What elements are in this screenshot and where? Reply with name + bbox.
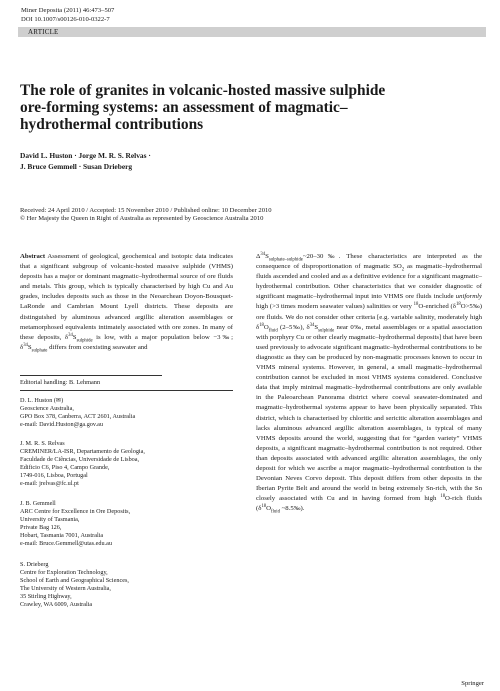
- affiliation-line: 1749-016, Lisboa, Portugal: [20, 471, 88, 479]
- affiliation-line: 35 Stirling Highway,: [20, 592, 72, 600]
- abstract-text: O: [266, 505, 272, 513]
- isotope-subscript: sulphate: [31, 348, 48, 354]
- author-list: [20, 151, 320, 172]
- abstract-text: high (>3 times modern seawater values) salinities or very: [256, 303, 414, 311]
- formula-subscript: 2: [401, 267, 405, 273]
- abstract-left-column: [20, 252, 233, 353]
- affiliation-line: Faculdade de Ciências, Universidade de Lisboa,: [20, 455, 140, 463]
- affiliation-line: D. L. Huston (✉): [20, 397, 64, 404]
- editorial-handling: Editorial handling: B. Lehmann: [20, 379, 101, 386]
- abstract-text: O>5‰) ore fluids. We do not consider other criteria [e.g. variable salinity, moderately high δ: [256, 303, 482, 331]
- isotope-mass: 18: [413, 302, 419, 308]
- affiliation-line: Edificio C6, Piso 4, Campo Grande,: [20, 463, 110, 471]
- abstract-text: O-enriched (δ: [418, 303, 456, 311]
- authors-line-2: J. Bruce Gemmell · Susan Drieberg: [20, 161, 133, 171]
- journal-doi[interactable]: DOI 10.1007/s00126-010-0322-7: [21, 15, 110, 23]
- isotope-mass: 34: [309, 322, 315, 328]
- affiliation-line: Hobart, Tasmania 7001, Australia: [20, 531, 104, 539]
- affiliation-line: J. B. Gemmell: [20, 500, 56, 507]
- affiliation-line: Crawley, WA 6009, Australia: [20, 600, 93, 608]
- affiliation-line: CREMINER/LA-ISR, Departamento de Geologia,: [20, 447, 145, 455]
- abstract-text: S: [72, 333, 77, 341]
- abstract-text: (2–5‰), δ: [277, 323, 310, 331]
- abstract-text: Δ: [256, 253, 261, 260]
- affiliation-huston: [20, 397, 235, 429]
- abstract-text: ~8.5‰).: [279, 505, 305, 513]
- isotope-subscript: fluid: [268, 328, 278, 333]
- copyright-line: © Her Majesty the Queen in Right of Australia as represented by Geoscience Australia 2010: [20, 215, 264, 223]
- isotope-mass: 18: [261, 504, 267, 510]
- affiliation-line: Private Bag 126,: [20, 523, 62, 531]
- abstract-text: O: [263, 323, 269, 331]
- isotope-mass: 34: [68, 332, 73, 338]
- affiliation-line: ARC Centre for Excellence in Ore Deposits,: [20, 507, 131, 515]
- isotope-subscript: fluid: [271, 509, 280, 515]
- isotope-subscript: sulphide: [76, 338, 93, 344]
- abstract-text: near 0‰, metal assemblages or a spatial association with porphyry Cu or other clearly magmatic–hydrothermal deposits] that have been used previously to advocate significant magmatic–hydrothermal contributions to be diagnostic as they can be produced by non-magmatic processes known to occur in VHMS mineral systems. However, in general, a small magmatic–hydrothermal contribution cannot be excluded in most VHMS systems considered. Conclusive data that imply minimal magmatic–hydrothermal contributions are only available in the Paleoarchean Panorama district where coeval seawater-dominated and magmatic–hydrothermal systems appear to have been physically separated. This district, which is characterised by chloritic and sericitic alteration assemblages and lacks aluminous advanced argillic alteration assemblages, is typical of many VHMS deposits around the world, suggesting that for “garden variety” VHMS deposits, a significant magmatic–hydrothermal contribution is not required. Other than deposits associated with advanced argillic alteration assemblages, the only deposit for which we ascribe a major magmatic–hydrothermal contribution is the Devonian Neves Corvo deposit. This deposit differs from other deposits in the Iberian Pyrite Belt and around the world in being extremely Sn-rich, with the Sn closely associated with Cu and in having formed from high: [256, 323, 482, 503]
- publisher-mark: Springer: [461, 680, 484, 687]
- isotope-mass: 18: [259, 322, 264, 328]
- affiliation-line: GPO Box 378, Canberra, ACT 2601, Australia: [20, 412, 136, 420]
- abstract-text: is low, with a major population below −3‰; δ: [20, 333, 233, 351]
- abstract-text: differs from coexisting seawater and: [47, 343, 148, 351]
- journal-header: [21, 7, 114, 24]
- affiliation-line: S. Drieberg: [20, 561, 49, 568]
- affiliation-email[interactable]: e-mail: Bruce.Gemmell@utas.edu.au: [20, 539, 112, 547]
- divider: [20, 390, 233, 391]
- abstract-text: as magmatic–hydrothermal fluids ascended and cooled and as a definitive evidence for a significant magmatic–hydrothermal contribution. Other characteristics that we consider diagnostic of significant magmatic–hydrothermal input into VHMS ore fluids include: [256, 263, 483, 301]
- abstract-text: S: [314, 323, 319, 331]
- affiliation-line: School of Earth and Geographical Sciences,: [20, 576, 129, 584]
- journal-citation: Miner Deposita (2011) 46:473–507: [21, 7, 115, 14]
- affiliation-email[interactable]: e-mail: David.Huston@ga.gov.au: [20, 420, 103, 428]
- isotope-mass: 18: [440, 494, 446, 499]
- isotope-mass: 34: [260, 251, 266, 257]
- affiliation-email[interactable]: e-mail: jrelvas@fc.ul.pt: [20, 479, 79, 487]
- isotope-subscript: sulphide: [318, 328, 335, 333]
- abstract-text: S: [265, 253, 269, 260]
- abstract-right-column: [256, 252, 482, 514]
- abstract-text: O-rich fluids (δ: [256, 495, 482, 513]
- affiliation-line: Centre for Exploration Technology,: [20, 568, 108, 576]
- isotope-subscript: sulphate–sulphide: [268, 257, 303, 263]
- abstract-emphasis: uniformly: [455, 293, 482, 301]
- abstract-text: ~20–30‰. These characteristics are interpreted as the consequence of disproportionation of magmatic SO: [256, 253, 482, 271]
- abstract-text: S: [27, 343, 32, 351]
- dates-line: Received: 24 April 2010 / Accepted: 15 November 2010 / Published online: 10 December 2010: [20, 207, 272, 214]
- affiliation-relvas: [20, 440, 235, 487]
- affiliation-line: J. M. R. S. Relvas: [20, 440, 65, 447]
- abstract-text: Assessment of geological, geochemical and isotopic data indicates that a significant subgroup of volcanic-hosted massive sulphide (VHMS) deposits has a major or dominant magmatic–hydrothermal source of ore fluids and metals. This group, which is typically characterised by high Cu and Au grades, includes deposits such as those in the Neoarchean Doyon-Bousquet-LaRonde and Cambrian Mount Lyell districts. These deposits are distinguished by aluminous advanced argillic alteration assemblages or metamorphosed equivalents intimately associated with ore zones. In many of these deposits, δ: [20, 253, 233, 341]
- affiliation-line: University of Tasmania,: [20, 515, 80, 523]
- abstract-label: Abstract: [20, 253, 46, 260]
- article-type-label: ARTICLE: [28, 28, 59, 36]
- authors-line-1: David L. Huston · Jorge M. R. S. Relvas ·: [20, 151, 151, 160]
- affiliation-drieberg: [20, 561, 235, 608]
- divider: [20, 375, 162, 376]
- publication-dates: [20, 207, 490, 224]
- isotope-mass: 18: [455, 302, 461, 308]
- affiliation-line: The University of Western Australia,: [20, 584, 111, 592]
- paper-title: The role of granites in volcanic-hosted massive sulphide ore-forming systems: an assessment of magmatic–hydrothermal contributions: [20, 82, 386, 133]
- article-type-bar: [18, 27, 486, 37]
- isotope-mass: 34: [23, 342, 28, 348]
- affiliation-gemmell: [20, 500, 235, 547]
- affiliation-line: Geoscience Australia,: [20, 404, 74, 412]
